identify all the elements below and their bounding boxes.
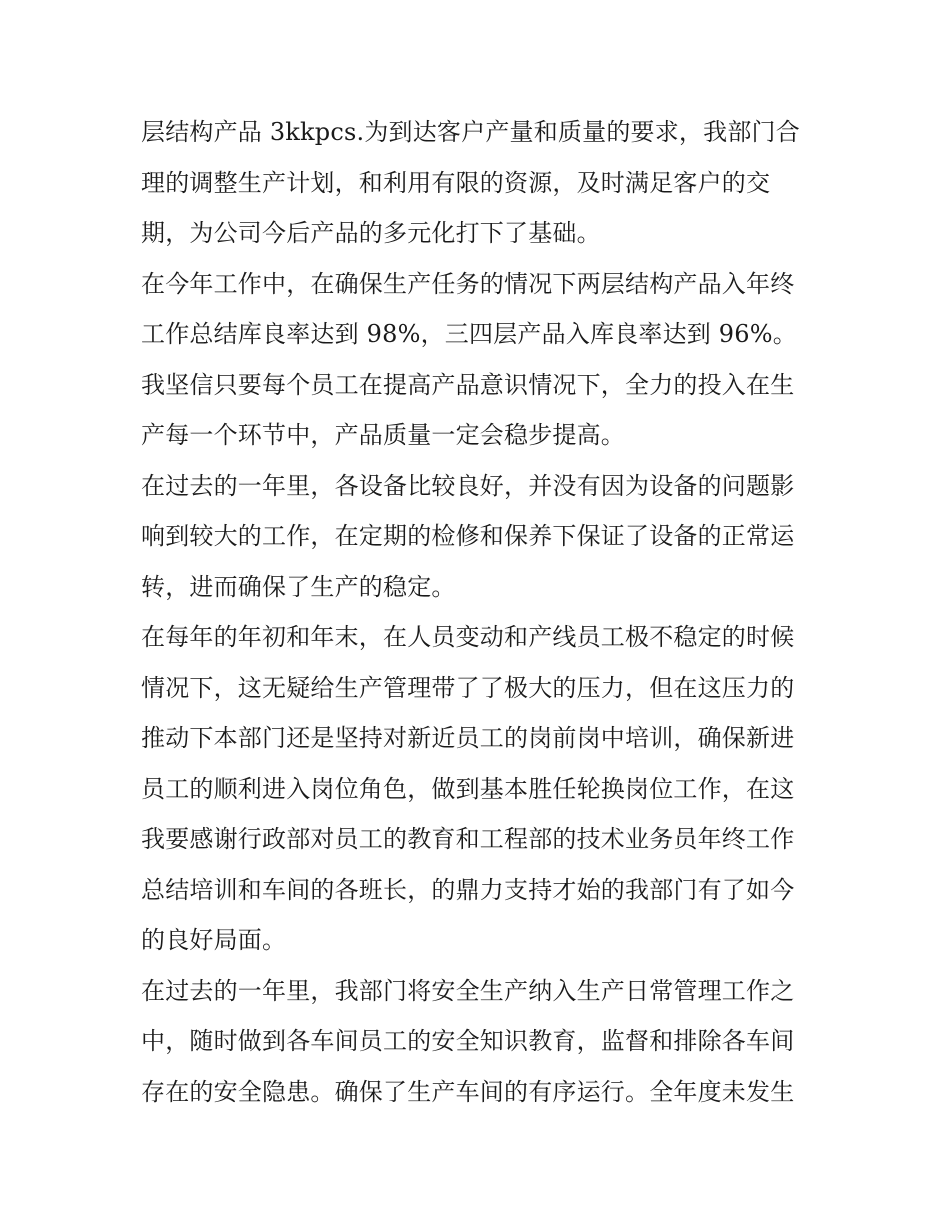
- text-line: 情况下，这无疑给生产管理带了了极大的压力，但在这压力的: [141, 673, 795, 702]
- text-line: 响到较大的工作，在定期的检修和保养下保证了设备的正常运: [141, 522, 795, 550]
- text-line: 转，进而确保了生产的稳定。: [141, 572, 456, 601]
- text-line: 存在的安全隐患。确保了生产车间的有序运行。全年度未发生: [141, 1077, 795, 1106]
- text-line: 我要感谢行政部对员工的教育和工程部的技术业务员年终工作: [141, 825, 795, 853]
- text-line: 在今年工作中，在确保生产任务的情况下两层结构产品入年终: [141, 269, 795, 298]
- text-line: 在过去的一年里，我部门将安全生产纳入生产日常管理工作之: [141, 976, 795, 1005]
- text-line: 的良好局面。: [141, 926, 287, 954]
- text-line: 在过去的一年里，各设备比较良好，并没有因为设备的问题影: [141, 471, 795, 500]
- text-line: 我坚信只要每个员工在提高产品意识情况下，全力的投入在生: [141, 370, 795, 399]
- document-body: [141, 107, 821, 1117]
- text-line: 理的调整生产计划，和利用有限的资源，及时满足客户的交: [141, 168, 771, 197]
- text-line: 层结构产品 3kkpcs.为到达客户产量和质量的要求，我部门合: [141, 118, 800, 146]
- text-line: 工作总结库良率达到 98%，三四层产品入库良率达到 96%。: [141, 320, 797, 348]
- text-line: 在每年的年初和年末，在人员变动和产线员工极不稳定的时候: [141, 623, 795, 651]
- text-line: 产每一个环节中，产品质量一定会稳步提高。: [141, 421, 625, 449]
- text-line: 中，随时做到各车间员工的安全知识教育，监督和排除各车间: [141, 1027, 795, 1055]
- text-line: 员工的顺利进入岗位角色，做到基本胜任轮换岗位工作，在这: [141, 774, 795, 803]
- text-line: 推动下本部门还是坚持对新近员工的岗前岗中培训，确保新进: [141, 724, 795, 752]
- text-line: 总结培训和车间的各班长，的鼎力支持才始的我部门有了如今: [141, 875, 795, 904]
- text-line: 期，为公司今后产品的多元化打下了基础。: [141, 219, 601, 247]
